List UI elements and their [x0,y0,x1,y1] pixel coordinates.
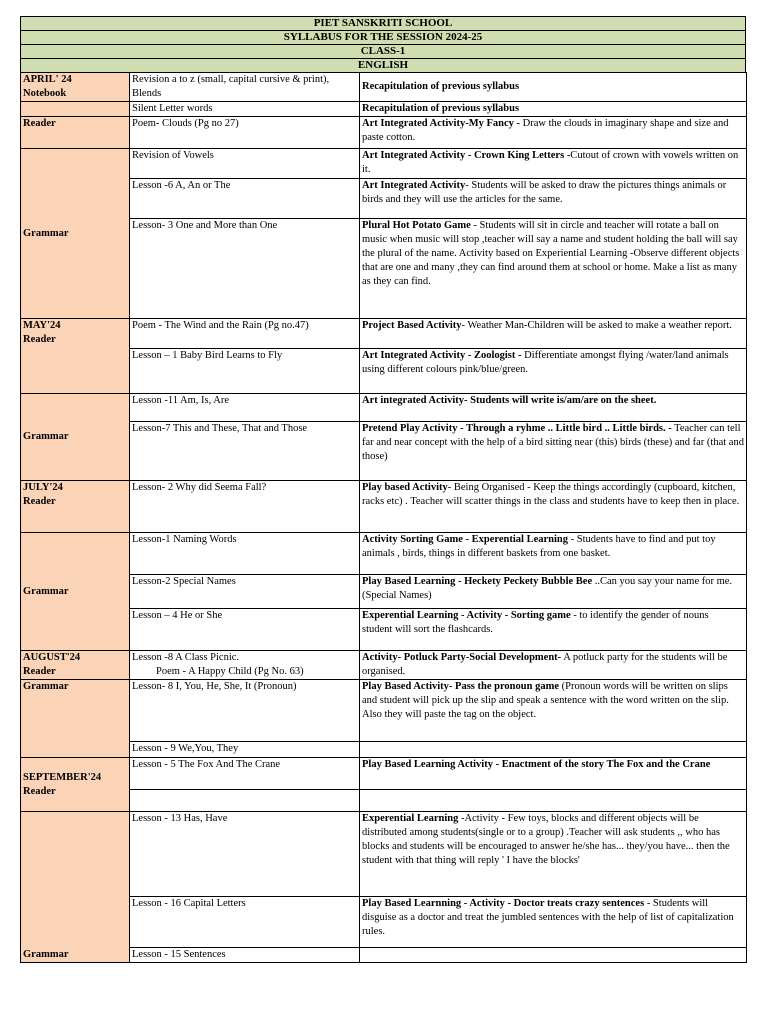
section-cell-grammar: Grammar [21,812,130,963]
activity-cell: Play Based Learnning - Activity - Doctor treats crazy sentences - Students will disguise as a doctor and treat the jumbled sentences with the help of list of capitalization rules. [360,897,747,948]
activity-cell: Play Based Learning - Heckety Peckety Bubble Bee ..Can you say your name for me.(Special Names) [360,575,747,609]
activity-cell: Art Integrated Activity-My Fancy - Draw the clouds in imaginary shape and size and paste cotton. [360,117,747,149]
month-label: AUGUST'24 [23,652,81,663]
topic-cell: Lesson -6 A, An or The [130,179,360,219]
topic-cell: Lesson - 13 Has, Have [130,812,360,897]
table-row [21,609,747,651]
syllabus-table [20,72,747,963]
topic-cell: Lesson -11 Am, Is, Are [130,394,360,422]
month-cell-april [21,73,130,102]
table-row [21,812,747,897]
activity-cell: Art Integrated Activity- Students will be asked to draw the pictures things animals or birds and they will use the articles for the same. [360,179,747,219]
topic-cell: Lesson - 15 Sentences [130,948,360,963]
section-label: Reader [23,334,56,345]
section-label: Reader [23,496,56,507]
topic-cell: Lesson - 9 We,You, They [130,742,360,758]
topic-cell: Lesson - 5 The Fox And The Crane [130,758,360,790]
session-title: SYLLABUS FOR THE SESSION 2024-25 [20,30,746,44]
activity-cell: Play Based Learning Activity - Enactment of the story The Fox and the Crane [360,758,747,790]
month-cell-july [21,481,130,533]
topic-cell: Revision of Vowels [130,149,360,179]
subject-title: ENGLISH [20,58,746,72]
activity-cell: Play based Activity- Being Organised - Keep the things accordingly (cupboard, kitchen, racks etc) . Teacher will scatter things in the class and students have to keep then in place. [360,481,747,533]
activity-cell: Project Based Activity- Weather Man-Children will be asked to make a weather report. [360,319,747,349]
table-row [21,102,747,117]
activity-cell: Recapitulation of previous syllabus [360,102,747,117]
activity-cell: Activity Sorting Game - Experential Learning - Students have to find and put toy animals , birds, things in different baskets from one basket. [360,533,747,575]
topic-cell: Lesson- 2 Why did Seema Fall? [130,481,360,533]
month-cell-august [21,651,130,680]
table-row [21,758,747,790]
topic-cell: Lesson- 8 I, You, He, She, It (Pronoun) [130,680,360,742]
table-row [21,319,747,349]
table-row [21,219,747,319]
topic-cell: Revision a to z (small, capital cursive & print), Blends [130,73,360,102]
topic-cell: Lesson- 3 One and More than One [130,219,360,319]
topic-cell: Silent Letter words [130,102,360,117]
table-row [21,117,747,149]
table-row [21,349,747,394]
table-row [21,481,747,533]
table-row [21,394,747,422]
table-row [21,790,747,812]
class-title: CLASS-1 [20,44,746,58]
topic-cell: Lesson-2 Special Names [130,575,360,609]
activity-cell [360,790,747,812]
table-row [21,948,747,963]
table-row [21,742,747,758]
table-row [21,422,747,481]
table-row [21,73,747,102]
activity-cell: Experential Learning - Activity - Sorting game - to identify the gender of nouns student will sort the flashcards. [360,609,747,651]
table-row [21,149,747,179]
topic-cell: Lesson – 1 Baby Bird Learns to Fly [130,349,360,394]
month-label: APRIL' 24 [23,74,72,85]
table-row [21,179,747,219]
table-row [21,533,747,575]
table-row [21,897,747,948]
activity-cell: Art integrated Activity- Students will write is/am/are on the sheet. [360,394,747,422]
activity-cell: Plural Hot Potato Game - Students will sit in circle and teacher will rotate a ball on music when music will stop ,teacher will say a name and student holding the ball will say the plural of the name. Activity based on Experiential Learning -Observe different objects that are one and many ,they can find around them at school or home. Make a list as many as they can find. [360,219,747,319]
topic-cell: Poem - The Wind and the Rain (Pg no.47) [130,319,360,349]
topic-cell: Lesson-1 Naming Words [130,533,360,575]
month-label: MAY'24 [23,320,61,331]
topic-cell: Lesson – 4 He or She [130,609,360,651]
section-cell-grammar: Grammar [21,149,130,319]
month-cell-september [21,758,130,812]
section-label: Reader [23,785,56,797]
activity-cell: Art Integrated Activity - Crown King Letters -Cutout of crown with vowels written on it. [360,149,747,179]
activity-cell: Recapitulation of previous syllabus [360,73,747,102]
activity-cell: Play Based Activity- Pass the pronoun game (Pronoun words will be written on slips and student will pick up the slip and speak a sentence with the word written on the slip. Also they will paste the tag on the object. [360,680,747,742]
month-cell-april-blank [21,102,130,117]
school-name: PIET SANSKRITI SCHOOL [20,16,746,30]
month-label: JULY'24 [23,482,63,493]
topic-cell: Lesson-7 This and These, That and Those [130,422,360,481]
section-cell-grammar: Grammar [21,394,130,481]
activity-cell: Pretend Play Activity - Through a ryhme .. Little bird .. Little birds. - Teacher can tell far and near concept with the help of a bird sitting near (this) birds (these) and far (that and those) [360,422,747,481]
syllabus-sheet [20,16,746,963]
topic-cell [130,790,360,812]
table-row [21,651,747,680]
activity-cell [360,742,747,758]
section-label: Notebook [23,88,67,99]
month-label: SEPTEMBER'24 [23,771,102,783]
table-row [21,575,747,609]
topic-cell: Lesson -8 A Class Picnic. Poem - A Happy Child (Pg No. 63) [130,651,360,680]
activity-cell [360,948,747,963]
topic-cell: Lesson - 16 Capital Letters [130,897,360,948]
section-cell-reader: Reader [21,117,130,149]
topic-cell: Poem- Clouds (Pg no 27) [130,117,360,149]
month-cell-may [21,319,130,394]
activity-cell: Activity- Potluck Party-Social Development- A potluck party for the students will be organised. [360,651,747,680]
activity-cell: Experential Learning -Activity - Few toys, blocks and different objects will be distributed among students(single or to a group) .Teacher will ask students ,, who has blocks and students will be encouraged to answer he/she has... they/you have... then the student with that thing will reply ' I have the blocks' [360,812,747,897]
table-row [21,680,747,742]
section-cell-grammar: Grammar [21,680,130,758]
section-cell-grammar: Grammar [21,533,130,651]
activity-cell: Art Integrated Activity - Zoologist - Differentiate amongst flying /water/land animals using different colours pink/blue/green. [360,349,747,394]
section-label: Reader [23,666,56,677]
